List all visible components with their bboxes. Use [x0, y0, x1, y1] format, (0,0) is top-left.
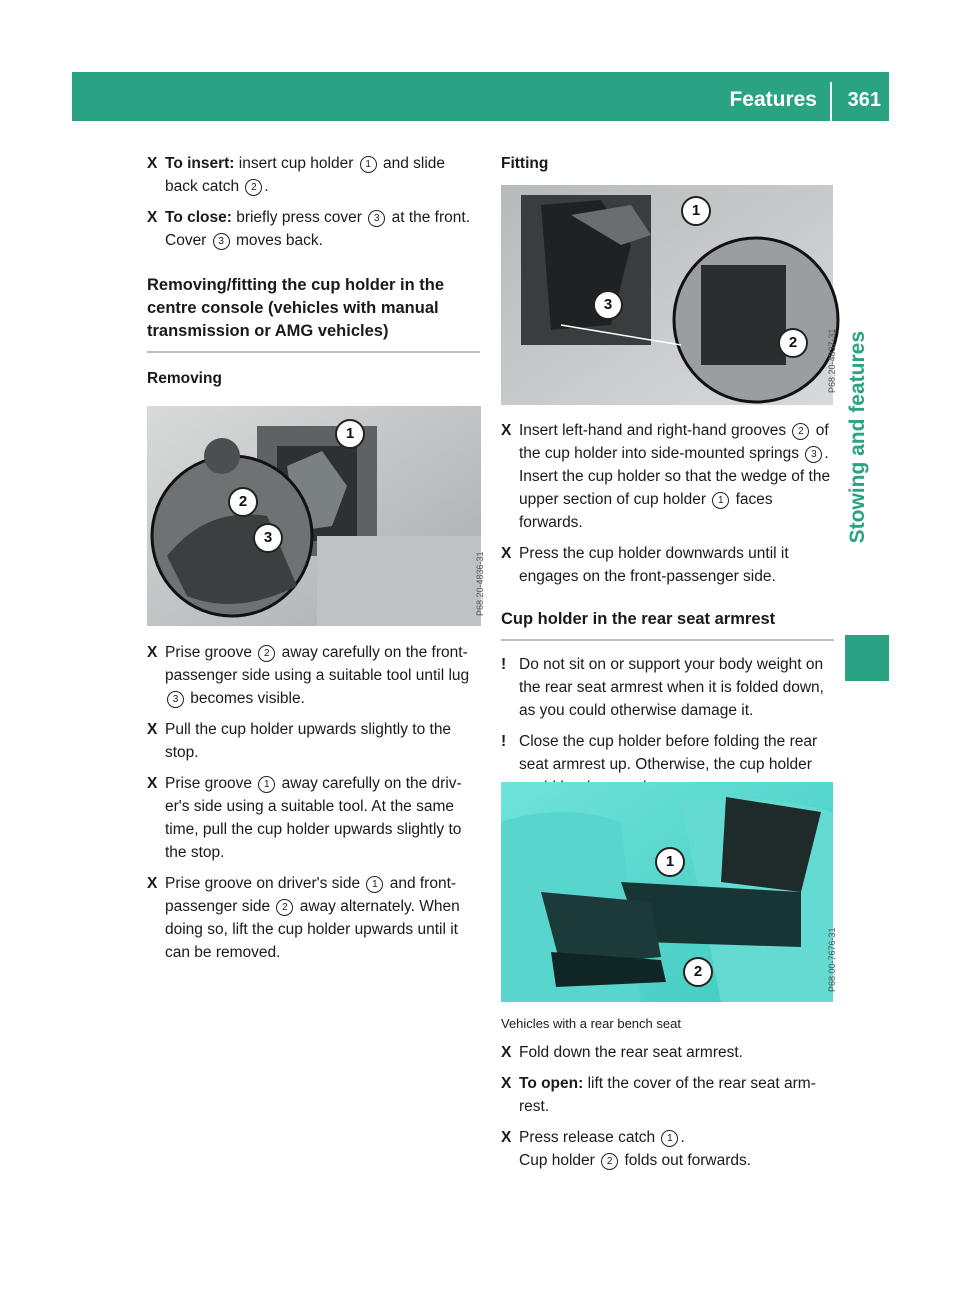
- section-tab-label: Stowing and features: [846, 331, 869, 544]
- step-text: .: [680, 1129, 685, 1146]
- section-tab: [845, 121, 889, 601]
- step-text: at the front.: [387, 209, 470, 226]
- figure-id: P68.20-4837-31: [827, 328, 837, 393]
- step-text: insert cup holder: [234, 155, 358, 172]
- step-text: away alternately. When doing so, lift the cup holder upwards until it can be removed.: [165, 898, 460, 961]
- step-text: becomes visible.: [186, 690, 305, 707]
- step-marker: X: [501, 1129, 512, 1146]
- ref-number: 3: [805, 446, 822, 463]
- ref-number: 1: [360, 156, 377, 173]
- step-text: moves back.: [231, 232, 323, 249]
- ref-number: 1: [366, 876, 383, 893]
- step-item: [147, 718, 480, 764]
- step-text: of the cup holder into side-mounted springs: [519, 422, 829, 462]
- ref-number: 3: [368, 210, 385, 227]
- step-lead: To insert:: [165, 155, 235, 172]
- step-marker: X: [501, 545, 512, 562]
- step-text: lift the cover of the rear seat arm-rest.: [519, 1075, 816, 1115]
- figure-armrest: [501, 782, 837, 1002]
- warning-icon: !: [501, 656, 507, 673]
- section-heading: Cup holder in the rear seat armrest: [501, 610, 776, 628]
- step-text: briefly press cover: [231, 209, 367, 226]
- step-text: folds out forwards.: [620, 1152, 752, 1169]
- step-text: Pull the cup holder upwards slightly to the stop.: [165, 721, 452, 761]
- step-item: [147, 772, 480, 864]
- header-divider: [830, 82, 832, 121]
- step-close: [147, 206, 480, 252]
- step-text: Prise groove: [165, 775, 257, 792]
- step-marker: X: [147, 644, 158, 661]
- warning-text: Do not sit on or support your body weight on the rear seat armrest when it is folded down, as you could otherwise damage it.: [519, 656, 824, 719]
- step-text: . Insert the cup holder so that the wedge of the upper section of cup holder: [519, 445, 831, 508]
- callout-3: 3: [253, 523, 283, 553]
- ref-number: 1: [258, 776, 275, 793]
- ref-number: 2: [792, 423, 809, 440]
- callout-1: 1: [681, 196, 711, 226]
- step-text: Prise groove: [165, 644, 257, 661]
- step-text: and slide back catch: [165, 155, 446, 195]
- step-text: faces forwards.: [519, 491, 773, 531]
- step-marker: X: [501, 422, 512, 439]
- page-number: 361: [847, 89, 881, 111]
- right-column-bottom: [501, 1012, 834, 1180]
- step-text: .: [264, 178, 269, 195]
- step-marker: X: [147, 875, 158, 892]
- step-item: [501, 1126, 834, 1172]
- figure-id: P68.00-7676-31: [827, 927, 837, 992]
- warning-note: [501, 653, 834, 722]
- left-column: [147, 152, 480, 390]
- callout-3: 3: [593, 290, 623, 320]
- ref-number: 3: [167, 691, 184, 708]
- step-item: [501, 542, 834, 588]
- step-text: Press the cup holder downwards until it engages on the front-passenger side.: [519, 545, 789, 585]
- right-column-mid: [501, 419, 834, 807]
- section-heading: Removing/fitting the cup holder in the centre console (vehicles with manual transmission or AMG vehicles): [147, 276, 444, 340]
- step-text: and front-passenger side: [165, 875, 457, 915]
- callout-2: 2: [778, 328, 808, 358]
- step-item: [147, 872, 480, 964]
- subheading-removing: Removing: [147, 370, 222, 387]
- callout-1: 1: [335, 419, 365, 449]
- step-text: Cup holder: [519, 1152, 600, 1169]
- warning-icon: !: [501, 733, 507, 750]
- warning-text: Close the cup holder before folding the rear seat armrest up. Otherwise, the cup holder: [519, 733, 818, 773]
- step-text: Fold down the rear seat armrest.: [519, 1044, 743, 1061]
- step-item: [501, 419, 834, 534]
- step-marker: X: [147, 721, 158, 738]
- step-item: [501, 1041, 834, 1064]
- step-text: away carefully on the driv-er's side using a suitable tool. At the same time, pull the cup holder upwards slightly to the stop.: [165, 775, 462, 861]
- step-text: Cover: [165, 232, 211, 249]
- ref-number: 2: [245, 179, 262, 196]
- step-text: Insert left-hand and right-hand grooves: [519, 422, 791, 439]
- step-text: away carefully on the front-passenger side using a suitable tool until lug: [165, 644, 470, 684]
- step-marker: X: [147, 775, 158, 792]
- step-item: [501, 1072, 834, 1118]
- figure-id: P68.20-4836-31: [475, 551, 485, 616]
- figure-armrest-illustration: [501, 782, 833, 1002]
- section-marker: [845, 635, 889, 681]
- left-steps: [147, 641, 480, 972]
- figure-caption: Vehicles with a rear bench seat: [501, 1016, 681, 1031]
- step-marker: X: [147, 209, 158, 226]
- ref-number: 2: [276, 899, 293, 916]
- subheading-fitting: Fitting: [501, 155, 549, 172]
- step-lead: To open:: [519, 1075, 584, 1092]
- callout-2: 2: [683, 957, 713, 987]
- ref-number: 1: [661, 1130, 678, 1147]
- page-header: [72, 72, 889, 121]
- figure-removing-illustration: [147, 406, 481, 626]
- figure-fitting-illustration: [501, 185, 833, 405]
- step-insert: [147, 152, 480, 198]
- step-text: Prise groove on driver's side: [165, 875, 365, 892]
- figure-removing: [147, 406, 485, 626]
- header-title: Features: [729, 88, 817, 111]
- step-lead: To close:: [165, 209, 232, 226]
- step-text: Press release catch: [519, 1129, 660, 1146]
- step-marker: X: [147, 155, 158, 172]
- ref-number: 2: [258, 645, 275, 662]
- right-column-top: [501, 152, 834, 175]
- step-marker: X: [501, 1044, 512, 1061]
- step-marker: X: [501, 1075, 512, 1092]
- callout-1: 1: [655, 847, 685, 877]
- ref-number: 1: [712, 492, 729, 509]
- ref-number: 3: [213, 233, 230, 250]
- callout-2: 2: [228, 487, 258, 517]
- step-item: [147, 641, 480, 710]
- ref-number: 2: [601, 1153, 618, 1170]
- figure-fitting: [501, 185, 837, 405]
